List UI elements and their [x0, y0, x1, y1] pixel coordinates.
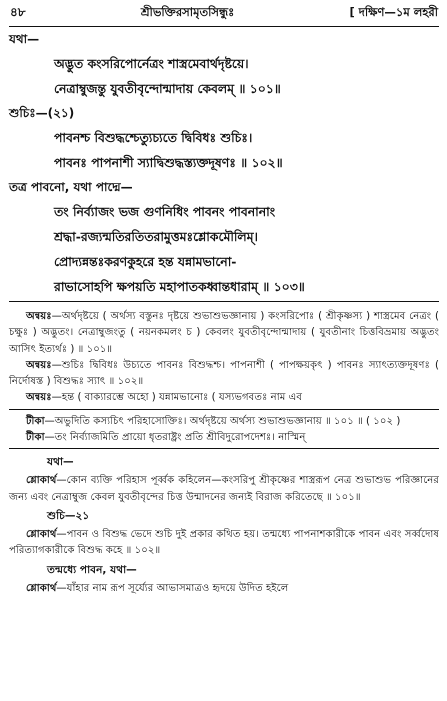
- tatra-label: তত্র পাবনো, যথা পাদ্মে—: [9, 180, 133, 194]
- shlokartha-label: শ্লোকার্থ: [26, 528, 57, 540]
- shlokartha-103: [9, 581, 439, 597]
- shlokartha-text: —পাবন ও বিশুদ্ধ ভেদে শুচি দুই প্রকার কথিত হয়। তন্মধ্যে পাপনাশকারীকে পাবন এবং সর্ব্বদোষ পরিত্যাগকারীকে বিশুদ্ধ কহে ॥ ১০২॥: [9, 528, 439, 557]
- tika-label: টীকা: [26, 432, 45, 444]
- verse-103-line-1: তং নির্ব্যাজং ভজ গুণনিধিং পাবনং পাবনানাং: [54, 204, 276, 219]
- anvaya-label: অন্বয়ঃ: [26, 311, 52, 322]
- anvaya-102: [9, 358, 439, 391]
- shlokartha-label: শ্লোকার্থ: [26, 582, 57, 594]
- shlokartha-label: শ্লোকার্থ: [26, 475, 57, 487]
- shlokartha-101: [9, 473, 439, 506]
- shlokartha-text: —যাঁহার নাম রূপ সূর্য্যের আভাসমাত্রও হৃদয়ে উদিত হইলে: [56, 582, 289, 594]
- tika-text: —অভুদিতি কস্যচিৎ পরিহাসোক্তিঃ। অর্থদৃষ্টয়ে অর্থস্য শুভাশুভজ্ঞানায় ॥ ১০১ ॥ ( ১০২ ): [44, 415, 401, 427]
- section-label: [ দক্ষিণ—১ম লহরী: [349, 5, 438, 19]
- tanmadhye-label: তন্মধ্যে পাবন, যথা—: [47, 563, 137, 576]
- verse-102-line-2: পাবনঃ পাপনাশী স্যাদ্বিশুদ্ধস্ত্যক্তদূষণঃ ॥ ১০২॥: [54, 155, 283, 170]
- shlokartha-text: —কোন ব্যক্তি পরিহাস পূর্ব্বক কহিলেন—কংসরিপু শ্রীকৃষ্ণের শাস্ত্ররূপ নেত্র শুভাশুভ পরিজ্ঞানের জন্য এবং নেত্রাম্বুজ কেবল যুবতীবৃন্দের চিত্ত উন্মাদনের জন্যই বিরাজ করিতেছে ॥ ১০১॥: [9, 475, 439, 503]
- tika-text: —তং নির্ব্যাজমিতি প্রায়ো ধৃতরাষ্ট্রং প্রতি শ্রীবিদুরোপদেশঃ। নাস্মিন্: [44, 432, 306, 444]
- tika-section: [9, 414, 439, 447]
- book-title: শ্রীভক্তিরসামৃতসিন্ধুঃ: [140, 5, 235, 19]
- page-number: ৪৮: [10, 5, 26, 19]
- verse-103-line-2: শ্রদ্ধা-রজ্যন্মতিরতিতরামুত্তমঃশ্লোকমৌলিম্।: [54, 229, 258, 244]
- shuchi-subheading: শুচি—২১: [47, 509, 90, 522]
- anvaya-text: —অর্থদৃষ্টয়ে ( অর্থস্য বস্তুনঃ দৃষ্টয়ে শুভাশুভজ্ঞানায় ) কংসরিপোঃ ( শ্রীকৃষ্ণস্য ) শাস্ত্রমেব নেত্রং ( চক্ষুঃ ) অদ্ভুতং। নেত্রাম্বুজংতু ( নয়নকমলং চ ) কেবলং যুবতীবৃন্দোন্মাদায় ( যুবতীনাং চিত্তবিভ্রমায় অদ্ভুতং আসিৎ ইত্যর্থঃ ) ॥ ১০১॥: [9, 311, 439, 355]
- section-divider: [9, 301, 439, 302]
- shlokartha-102: [9, 527, 439, 560]
- verse-103-line-3: প্রোদ্যন্নন্তঃকরণকুহরে হন্ত যন্নামভানো-: [54, 254, 237, 269]
- verse-103-line-4: রাভাসোহপি ক্ষপয়তি মহাপাতকধ্বান্তধারাম্ ॥ ১০৩॥: [54, 279, 305, 294]
- section-divider: [9, 409, 439, 410]
- anvaya-label: অন্বয়ঃ: [26, 359, 52, 371]
- verse-block: [9, 27, 439, 299]
- section-divider: [9, 448, 439, 449]
- verse-101-line-2: নেত্রাম্বুজন্তু যুবতীবৃন্দোন্মাদায় কেবলম্ ॥ ১০১॥: [54, 81, 281, 96]
- tika-label: টীকা: [26, 415, 45, 427]
- anvaya-section: [9, 309, 439, 407]
- yatha-label: যথা—: [9, 32, 40, 46]
- anvaya-label: অন্বয়ঃ: [26, 392, 52, 404]
- anvaya-101: [9, 309, 439, 358]
- anvaya-text: —হন্ত ( বাক্যারম্ভে অহো ) যন্নামভানোঃ ( যস্যভগবতঃ নাম এব: [51, 392, 303, 404]
- anvaya-103: [9, 390, 439, 406]
- tika-103: [9, 430, 439, 446]
- verse-102-line-1: পাবনশ্চ বিশুদ্ধশ্চেত্যুচ্যতে দ্বিবিধঃ শুচিঃ।: [54, 130, 253, 145]
- bengali-translation-section: [9, 452, 439, 596]
- tika-101: [9, 414, 439, 430]
- yatha-label: যথা—: [47, 456, 74, 469]
- page-header: [9, 4, 439, 27]
- anvaya-text: —শুচিঃ দ্বিবিধঃ উচ্যতে পাবনঃ বিশুদ্ধশ্চ। পাপনাশী ( পাপক্ষয়কৃৎ ) পাবনঃ স্যাৎত্যক্তদূষণঃ ( নির্দোষস্ত ) বিশুদ্ধঃ স্যাৎ ॥ ১০২॥: [9, 359, 439, 388]
- verse-101-line-1: অদ্ভুত কংসরিপোর্নেত্রং শাস্ত্রমেবার্থদৃষ্টয়ে।: [54, 56, 249, 71]
- shuchi-heading: শুচিঃ—(২১): [9, 106, 75, 120]
